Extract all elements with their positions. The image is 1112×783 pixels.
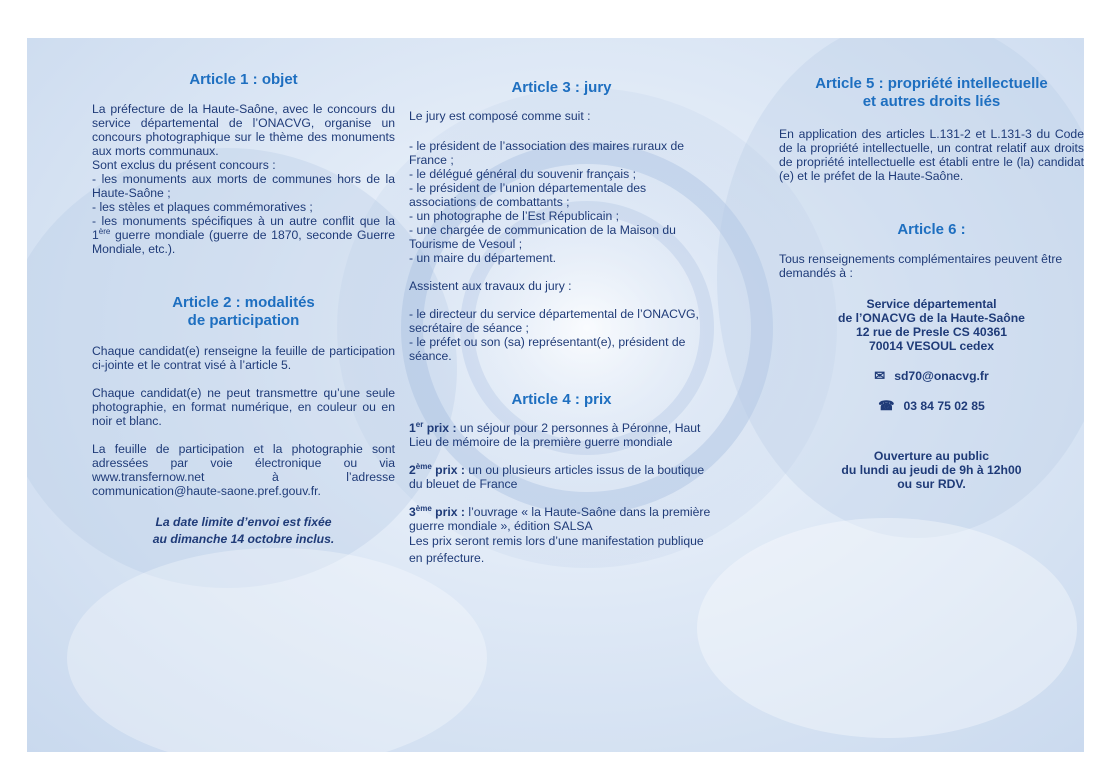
jury-member-5: - une chargée de communication de la Maison du Tourisme de Vesoul ; <box>409 223 676 251</box>
opening-hours: Ouverture au public du lundi au jeudi de 9h à 12h00 ou sur RDV. <box>841 449 1022 491</box>
article3-assist-heading: Assistent aux travaux du jury : <box>409 279 572 293</box>
column-left <box>92 71 395 548</box>
column-middle <box>409 79 714 567</box>
article1-exclusion-2: - les stèles et plaques commémoratives ; <box>92 200 313 214</box>
article1-exclusions-heading: Sont exclus du présent concours : <box>92 158 276 172</box>
article2-paragraph-1: Chaque candidat(e) renseigne la feuille de participation ci-jointe et le contrat visé à l’article 5. <box>92 344 395 372</box>
jury-assistant-1: - le directeur du service départemental de l’ONACVG, secrétaire de séance ; <box>409 307 699 335</box>
jury-member-2: - le délégué général du souvenir français ; <box>409 167 636 181</box>
jury-member-3: - le président de l’union départementale des associations de combattants ; <box>409 181 647 209</box>
envelope-icon: ✉ <box>874 368 886 383</box>
article4-title: Article 4 : prix <box>511 391 612 408</box>
phone-contact <box>779 399 1084 413</box>
article2-paragraph-2: Chaque candidat(e) ne peut transmettre qu’une seule photographie, en format numérique, en couleur ou en noir et blanc. <box>92 386 395 428</box>
article6-title: Article 6 : <box>897 221 966 238</box>
article5-body: En application des articles L.131-2 et L.131-3 du Code de la propriété intellectuelle, un contrat relatif aux droits de propriété intellectuelle est établi entre le (la) candidat (e) et le préfet de la Haute-Saône. <box>779 127 1084 183</box>
article2-paragraph-3: La feuille de participation et la photographie sont adressées par voie électronique ou via www.transfernow.net à l’adresse communication@haute-saone.pref.gouv.fr. <box>92 442 395 498</box>
article1-intro: La préfecture de la Haute-Saône, avec le concours du service départemental de l’ONACVG, organise un concours photographique sur le thème des monuments aux morts communaux. <box>92 102 395 158</box>
article2-title: Article 2 : modalités de participation <box>172 294 315 329</box>
email-link[interactable]: sd70@onacvg.fr <box>894 369 989 383</box>
article6-intro: Tous renseignements complémentaires peuvent être demandés à : <box>779 252 1063 280</box>
phone-icon: ☎ <box>878 398 895 413</box>
prize-1: 1er prix : un séjour pour 2 personnes à Péronne, Haut Lieu de mémoire de la première guerre mondiale <box>409 420 701 449</box>
article1-exclusion-1: - les monuments aux morts de communes hors de la Haute-Saône ; <box>92 172 395 200</box>
prize-2: 2ème prix : un ou plusieurs articles issus de la boutique du bleuet de France <box>409 462 705 491</box>
article5-title: Article 5 : propriété intellectuelle et autres droits liés <box>815 75 1048 110</box>
column-right <box>779 75 1084 491</box>
article1-exclusion-3: - les monuments spécifiques à un autre conflit que la 1ère guerre mondiale (guerre de 1870, seconde Guerre Mondiale, etc.). <box>92 214 395 256</box>
article2-deadline: La date limite d’envoi est fixée au dimanche 14 octobre inclus. <box>152 515 335 546</box>
article3-intro: Le jury est composé comme suit : <box>409 109 591 123</box>
phone-number: 03 84 75 02 85 <box>903 399 985 413</box>
prize-3: 3ème prix : l’ouvrage « la Haute-Saône dans la première guerre mondiale », édition SALSA <box>409 504 711 533</box>
article1-title: Article 1 : objet <box>189 71 298 88</box>
email-contact <box>779 369 1084 383</box>
prizes-closing: Les prix seront remis lors d’une manifestation publique en préfecture. <box>409 534 704 565</box>
address-block: Service départemental de l’ONACVG de la Haute-Saône 12 rue de Presle CS 40361 70014 VESOUL cedex <box>838 297 1025 353</box>
article3-title: Article 3 : jury <box>511 79 612 96</box>
jury-assistant-2: - le préfet ou son (sa) représentant(e), président de séance. <box>409 335 686 363</box>
brochure-page <box>27 38 1084 752</box>
jury-member-4: - un photographe de l’Est Républicain ; <box>409 209 620 223</box>
jury-member-6: - un maire du département. <box>409 251 557 265</box>
jury-member-1: - le président de l’association des maires ruraux de France ; <box>409 139 685 167</box>
